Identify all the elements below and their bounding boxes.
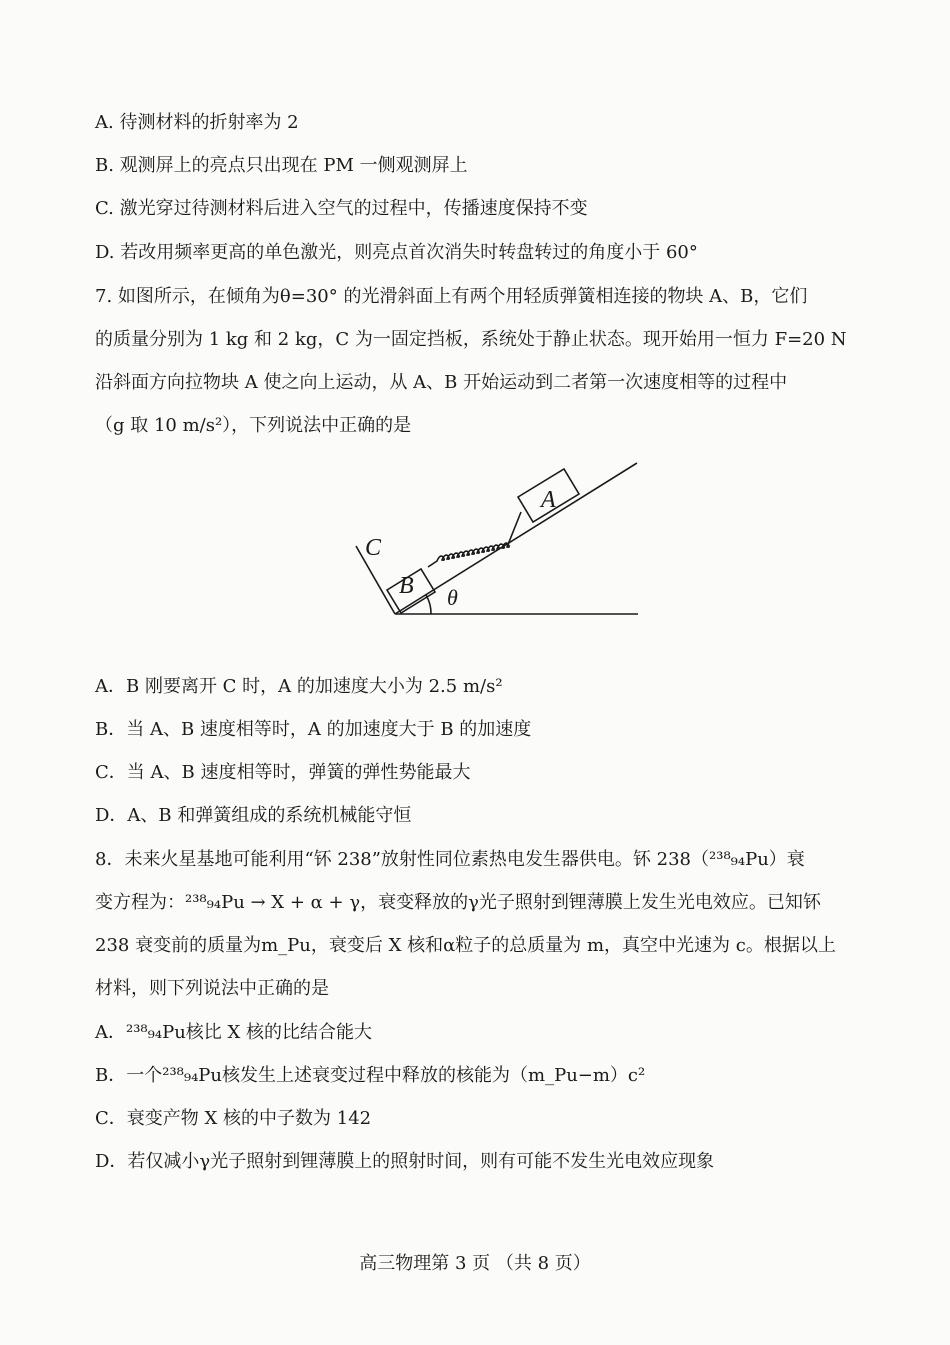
label-theta: θ <box>447 585 458 610</box>
q7-stem-line-1: 7. 如图所示，在倾角为θ=30° 的光滑斜面上有两个用轻质弹簧相连接的物块 A、B，它们 <box>95 286 808 307</box>
q7-stem-line-3: 沿斜面方向拉物块 A 使之向上运动，从 A、B 开始运动到二者第一次速度相等的过程中 <box>95 372 788 393</box>
q7-stem-line-4: （g 取 10 m/s²），下列说法中正确的是 <box>95 415 412 436</box>
q7-option-d: D．A、B 和弹簧组成的系统机械能守恒 <box>95 805 412 826</box>
q8-stem-line-1: 8．未来火星基地可能利用“钚 238”放射性同位素热电发生器供电。钚 238（²³⁸₉₄Pu）衰 <box>95 849 805 870</box>
q8-option-b: B．一个²³⁸₉₄Pu核发生上述衰变过程中释放的核能为（m_Pu−m）c² <box>95 1065 646 1086</box>
q8-option-d: D．若仅减小γ光子照射到锂薄膜上的照射时间，则有可能不发生光电效应现象 <box>95 1151 715 1172</box>
q6-option-a: A. 待测材料的折射率为 2 <box>95 112 299 133</box>
q8-stem-line-3: 238 衰变前的质量为m_Pu，衰变后 X 核和α粒子的总质量为 m，真空中光速为 c。根据以上 <box>95 935 836 956</box>
q8-stem-line-4: 材料，则下列说法中正确的是 <box>95 978 329 999</box>
q7-option-b: B．当 A、B 速度相等时，A 的加速度大于 B 的加速度 <box>95 719 532 740</box>
incline-line <box>395 463 637 614</box>
label-a: A <box>541 487 556 513</box>
q7-stem-line-2: 的质量分别为 1 kg 和 2 kg，C 为一固定挡板，系统处于静止状态。现开始用一恒力 F=20 N <box>95 329 847 350</box>
q6-option-c: C. 激光穿过待测材料后进入空气的过程中，传播速度保持不变 <box>95 198 588 219</box>
q8-option-a: A．²³⁸₉₄Pu核比 X 核的比结合能大 <box>95 1022 373 1043</box>
q6-option-b: B. 观测屏上的亮点只出现在 PM 一侧观测屏上 <box>95 155 468 176</box>
q8-option-c: C．衰变产物 X 核的中子数为 142 <box>95 1108 372 1129</box>
page-footer: 高三物理第 3 页 （共 8 页） <box>359 1253 591 1274</box>
q8-stem-line-2: 变方程为：²³⁸₉₄Pu → X + α + γ，衰变释放的γ光子照射到锂薄膜上发生光电效应。已知钚 <box>95 892 821 913</box>
label-b: B <box>399 573 414 599</box>
incline-spring-diagram <box>345 455 655 630</box>
spring <box>428 512 521 567</box>
q6-option-d: D. 若改用频率更高的单色激光，则亮点首次消失时转盘转过的角度小于 60° <box>95 242 698 263</box>
angle-arc <box>426 595 431 614</box>
q7-option-c: C．当 A、B 速度相等时，弹簧的弹性势能最大 <box>95 762 471 783</box>
label-c: C <box>365 535 382 561</box>
q7-option-a: A．B 刚要离开 C 时，A 的加速度大小为 2.5 m/s² <box>95 676 503 697</box>
